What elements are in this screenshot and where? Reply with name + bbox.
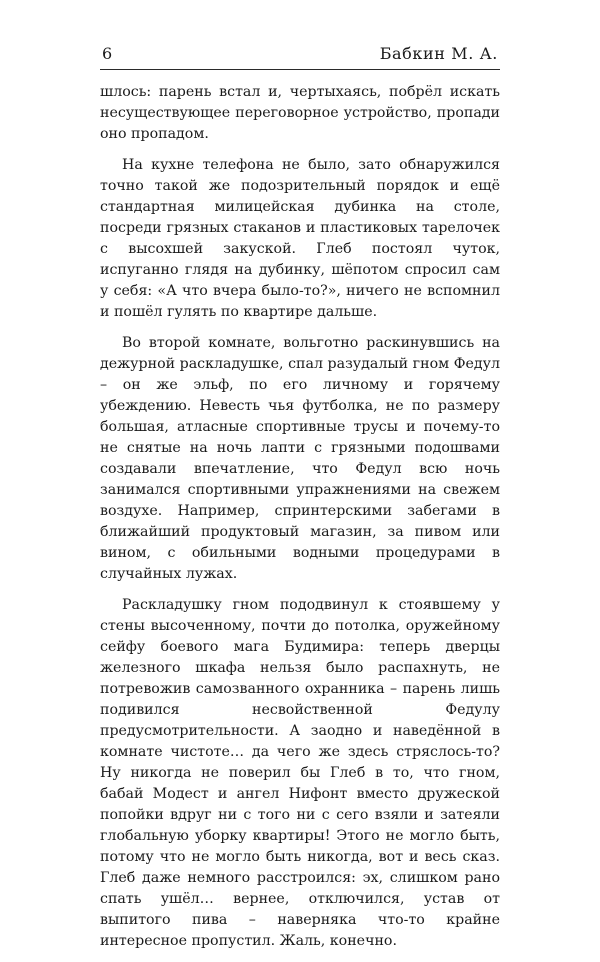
page-number: 6	[102, 44, 113, 63]
paragraph: Раскладушку гном пододвинул к стоявшему у стены высоченному, почти до потолка, оружейному сейфу боевого мага Будимира: теперь дверцы железного шкафа нельзя было распахнуть, не потревожив самозванного охранника – парень лишь подивился несвойственной Федулу предусмотрительности. А заодно и наведённой в комнате чистоте… да чего же здесь стряслось-то? Ну никогда не поверил бы Глеб в то, что гном, бабай Модест и ангел Нифонт вместо дружеской попойки вдруг ни с того ни с сего взяли и затеяли глобальную уборку квартиры! Этого не могло быть, потому что не могло быть никогда, вот и весь сказ. Глеб даже немного расстроился: эх, слишком рано спать ушёл… вернее, отключился, устав от выпитого пива – наверняка что-то крайне интересное пропустил. Жаль, конечно.	[100, 597, 500, 949]
paragraph: На кухне телефона не было, зато обнаружился точно такой же подозрительный порядок и ещё стандартная милицейская дубинка на столе, посреди грязных стаканов и пластиковых тарелочек с высохшей закуской. Глеб постоял чуток, испуганно глядя на дубинку, шёпотом спросил сам у себя: «А что вчера было-то?», ничего не вспомнил и пошёл гулять по квартире дальше.	[100, 157, 500, 320]
paragraph: шлось: парень встал и, чертыхаясь, побрёл искать несуществующее переговорное устройство, пропади оно пропадом.	[100, 84, 500, 142]
header-divider	[100, 69, 500, 70]
body-text	[100, 82, 500, 962]
author-running-head: Бабкин М. А.	[379, 44, 498, 63]
page-header	[100, 38, 500, 68]
paragraph: Во второй комнате, вольготно раскинувшись на дежурной раскладушке, спал разудалый гном Федул – он же эльф, по его личному и горячему убеждению. Невесть чья футболка, не по размеру большая, атласные спортивные трусы и почему-то не снятые на ночь лапти с грязными подошвами создавали впечатление, что Федул всю ночь занимался спортивными упражнениями на свежем воздухе. Например, спринтерскими забегами в ближайший продуктовый магазин, за пивом или вином, с обильными водными процедурами в случайных лужах.	[100, 335, 500, 582]
